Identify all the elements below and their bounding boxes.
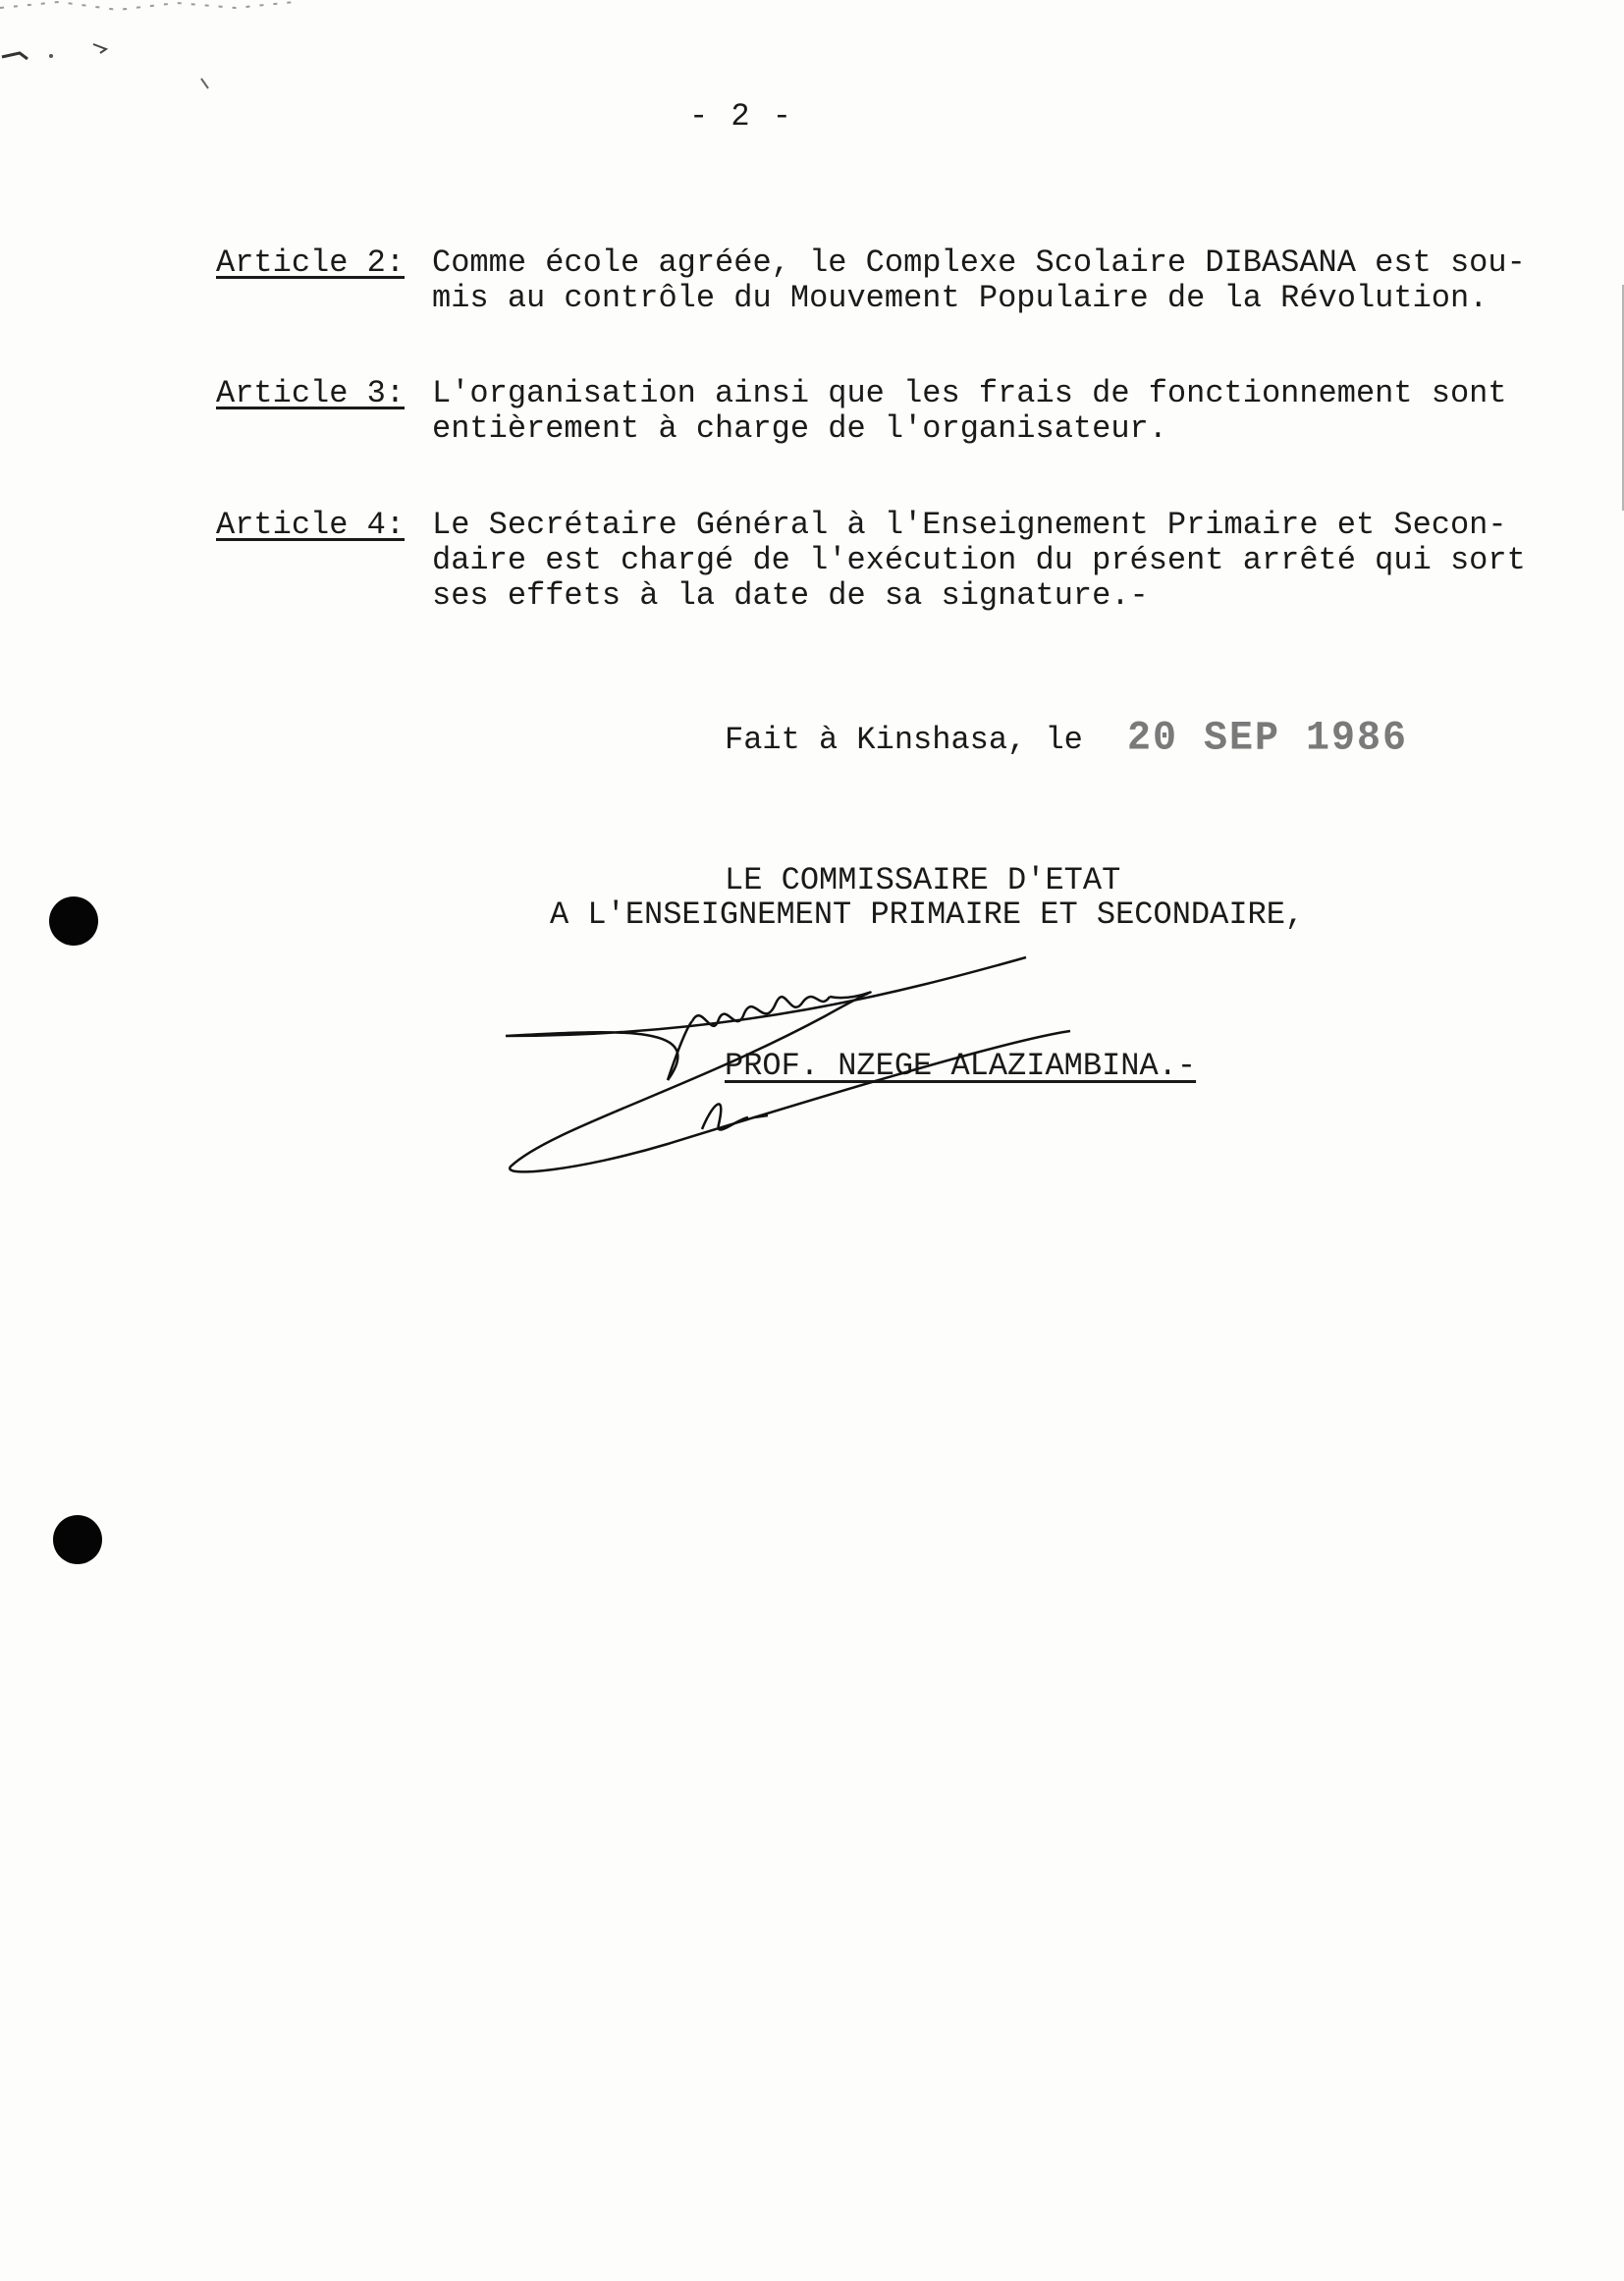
article-text — [432, 376, 1591, 447]
punch-hole — [53, 1515, 102, 1564]
article-text — [432, 508, 1591, 614]
scan-noise-marks — [0, 0, 334, 108]
article-line: L'organisation ainsi que les frais de fonctionnement sont — [432, 375, 1507, 411]
article-label: Article 2: — [216, 244, 406, 281]
article-label: Article 4: — [216, 507, 406, 543]
article-line: daire est chargé de l'exécution du présent arrêté qui sort — [432, 542, 1526, 578]
article-line: entièrement à charge de l'organisateur. — [432, 410, 1167, 447]
article-line: mis au contrôle du Mouvement Populaire de la Révolution. — [432, 280, 1489, 316]
signatory-title-line-1: LE COMMISSAIRE D'ETAT — [725, 862, 1121, 898]
date-stamp: 20 SEP 1986 — [1127, 715, 1409, 763]
place-of-signing: Fait à Kinshasa, le — [725, 722, 1083, 758]
handwritten-signature — [491, 943, 1080, 1188]
punch-hole — [49, 896, 98, 946]
article-line: Le Secrétaire Général à l'Enseignement Primaire et Secon- — [432, 507, 1507, 543]
signatory-title-line-2: A L'ENSEIGNEMENT PRIMAIRE ET SECONDAIRE, — [550, 896, 1305, 933]
article-line: Comme école agréée, le Complexe Scolaire DIBASANA est sou- — [432, 244, 1526, 281]
article-text — [432, 245, 1591, 316]
page-number: - 2 - — [688, 98, 793, 135]
signatory-name: PROF. NZEGE ALAZIAMBINA.- — [725, 1048, 1197, 1084]
article-label: Article 3: — [216, 375, 406, 411]
article-line: ses effets à la date de sa signature.- — [432, 577, 1149, 614]
